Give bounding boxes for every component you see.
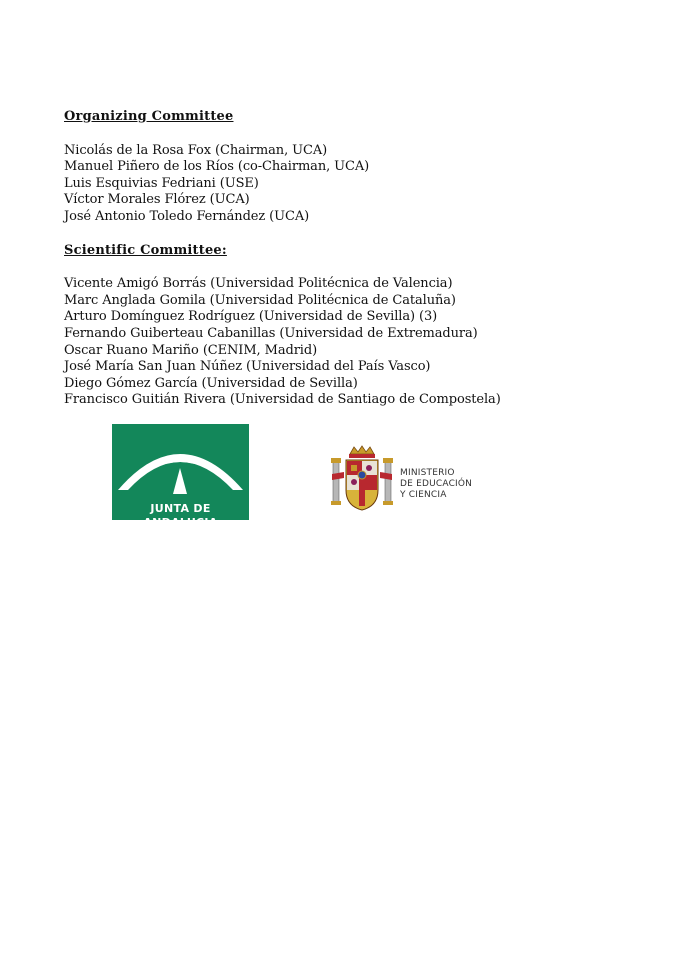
list-item: Víctor Morales Flórez (UCA) xyxy=(64,192,250,208)
list-item: José Antonio Toledo Fernández (UCA) xyxy=(64,208,310,224)
ministerio-line: DE EDUCACIÓN xyxy=(400,479,473,489)
scientific-committee-list xyxy=(64,276,664,409)
list-item: Nicolás de la Rosa Fox (Chairman, UCA) xyxy=(64,142,328,158)
junta-de-andalucia-logo xyxy=(112,424,249,529)
ministerio-line: MINISTERIO xyxy=(400,468,455,478)
list-item: Vicente Amigó Borrás (Universidad Politécnica de Valencia) xyxy=(64,276,453,292)
ministerio-educacion-logo xyxy=(330,444,490,514)
list-item: Fernando Guiberteau Cabanillas (Universidad de Extremadura) xyxy=(64,325,478,341)
list-item: Manuel Piñero de los Ríos (co-Chairman, UCA) xyxy=(64,159,370,175)
list-item: Luis Esquivias Fedriani (USE) xyxy=(64,175,259,191)
list-item: Oscar Ruano Mariño (CENIM, Madrid) xyxy=(64,342,318,358)
ministerio-line: Y CIENCIA xyxy=(400,490,447,500)
ministerio-logo-text xyxy=(400,468,472,501)
list-item: Diego Gómez García (Universidad de Sevilla) xyxy=(64,375,358,391)
list-item: Francisco Guitián Rivera (Universidad de Santiago de Compostela) xyxy=(64,392,501,408)
list-item: Marc Anglada Gomila (Universidad Politécnica de Cataluña) xyxy=(64,292,456,308)
list-item: Arturo Domínguez Rodríguez (Universidad de Sevilla) (3) xyxy=(64,309,438,325)
coat-of-arms-icon xyxy=(330,444,394,514)
organizing-committee-heading: Organizing Committee xyxy=(64,109,234,124)
scientific-committee-heading: Scientific Committee: xyxy=(64,242,227,258)
organizing-committee-list xyxy=(64,143,664,226)
committee-content xyxy=(64,109,664,409)
junta-logo-text: JUNTA DE ANDALUCIA xyxy=(143,502,218,529)
list-item: José María San Juan Núñez (Universidad del País Vasco) xyxy=(64,359,431,375)
